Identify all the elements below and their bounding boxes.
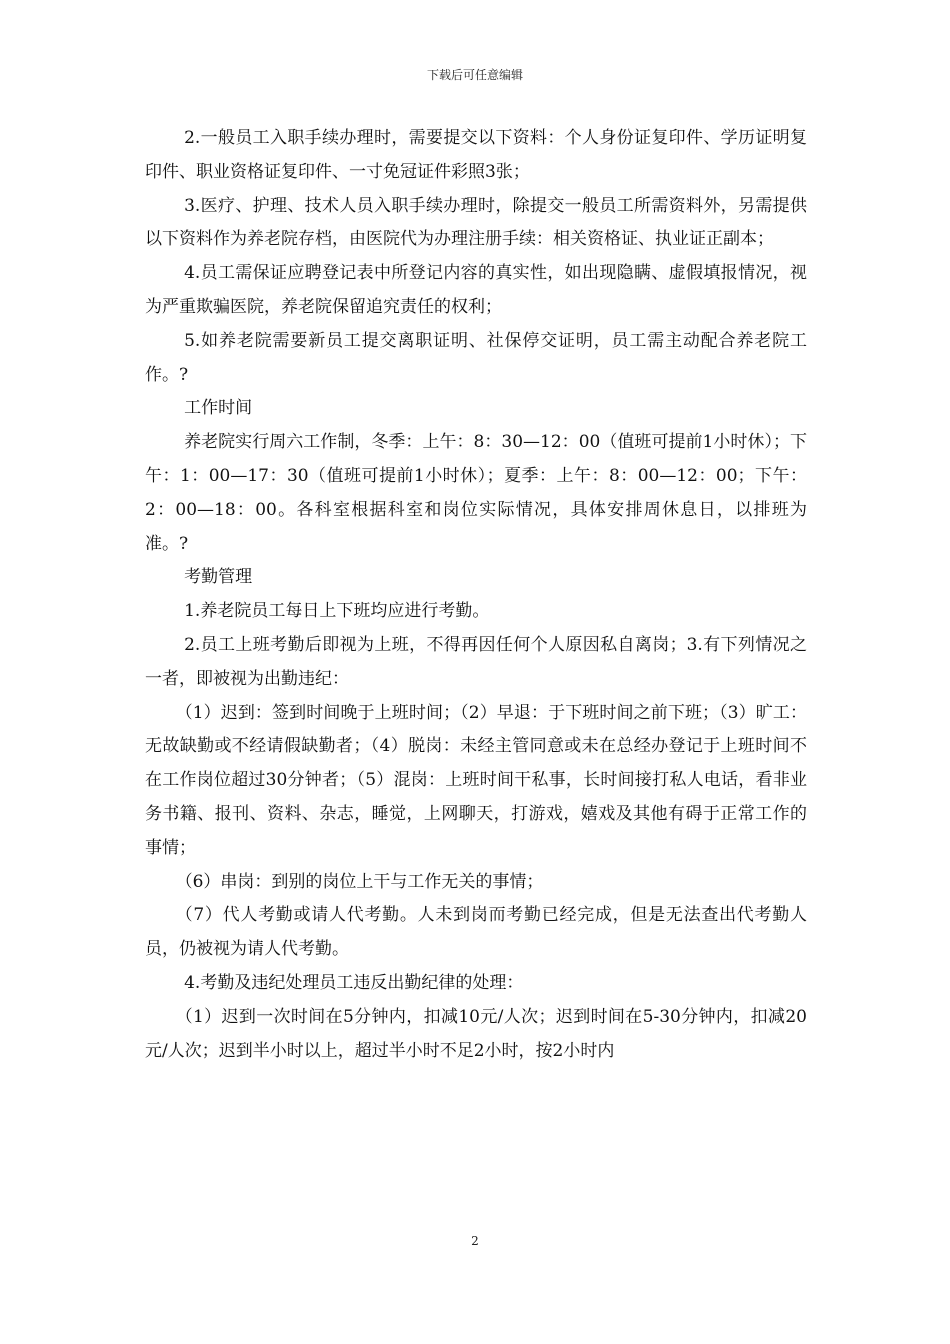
document-body <box>145 122 807 1068</box>
page-header-note: 下载后可任意编辑 <box>426 68 523 82</box>
paragraph-item-3: 3.医疗、护理、技术人员入职手续办理时，除提交一般员工所需资料外，另需提供以下资料作为养老院存档，由医院代为办理注册手续：相关资格证、执业证正副本； <box>145 195 807 250</box>
paragraph-penalty-1: （1）迟到一次时间在5分钟内，扣减10元/人次；迟到时间在5-30分钟内，扣减20元/人次；迟到半小时以上，超过半小时不足2小时，按2小时内 <box>145 1006 807 1061</box>
paragraph-item-5: 5.如养老院需要新员工提交离职证明、社保停交证明，员工需主动配合养老院工作。? <box>145 330 807 385</box>
section-heading-work-hours: 工作时间 <box>184 398 253 419</box>
paragraph-attendance-1: 1.养老院员工每日上下班均应进行考勤。 <box>184 601 490 622</box>
paragraph-attendance-4: 4.考勤及违纪处理员工违反出勤纪律的处理： <box>184 972 524 993</box>
paragraph-violation-list: （1）迟到：签到时间晚于上班时间；（2）早退：于下班时间之前下班；（3）旷工：无故缺勤或不经请假缺勤者；（4）脱岗：未经主管同意或未在总经办登记于上班时间不在工作岗位超过30分钟者；（5）混岗：上班时间干私事，长时间接打私人电话，看非业务书籍、报刊、资料、杂志，睡觉，上网聊天，打游戏，嬉戏及其他有碍于正常工作的事情； <box>145 702 807 858</box>
paragraph-work-hours: 养老院实行周六工作制，冬季：上午：8：30—12：00（值班可提前1小时休）；下午：1：00—17：30（值班可提前1小时休）；夏季：上午：8：00—12：00；下午：2：00—18：00。各科室根据科室和岗位实际情况，具体安排周休息日，以排班为准。? <box>145 432 807 554</box>
paragraph-violation-6: （6）串岗：到别的岗位上干与工作无关的事情； <box>175 871 544 892</box>
paragraph-item-2: 2.一般员工入职手续办理时，需要提交以下资料：个人身份证复印件、学历证明复印件、职业资格证复印件、一寸免冠证件彩照3张； <box>145 128 807 182</box>
section-heading-attendance: 考勤管理 <box>184 567 253 588</box>
paragraph-attendance-2-3: 2.员工上班考勤后即视为上班，不得再因任何个人原因私自离岗；3.有下列情况之一者，即被视为出勤违纪： <box>145 634 807 689</box>
paragraph-item-4: 4.员工需保证应聘登记表中所登记内容的真实性，如出现隐瞒、虚假填报情况，视为严重欺骗医院，养老院保留追究责任的权利； <box>145 263 807 317</box>
page-number: 2 <box>471 1234 479 1248</box>
paragraph-violation-7: （7）代人考勤或请人代考勤。人未到岗而考勤已经完成，但是无法查出代考勤人员，仍被视为请人代考勤。 <box>145 905 807 960</box>
